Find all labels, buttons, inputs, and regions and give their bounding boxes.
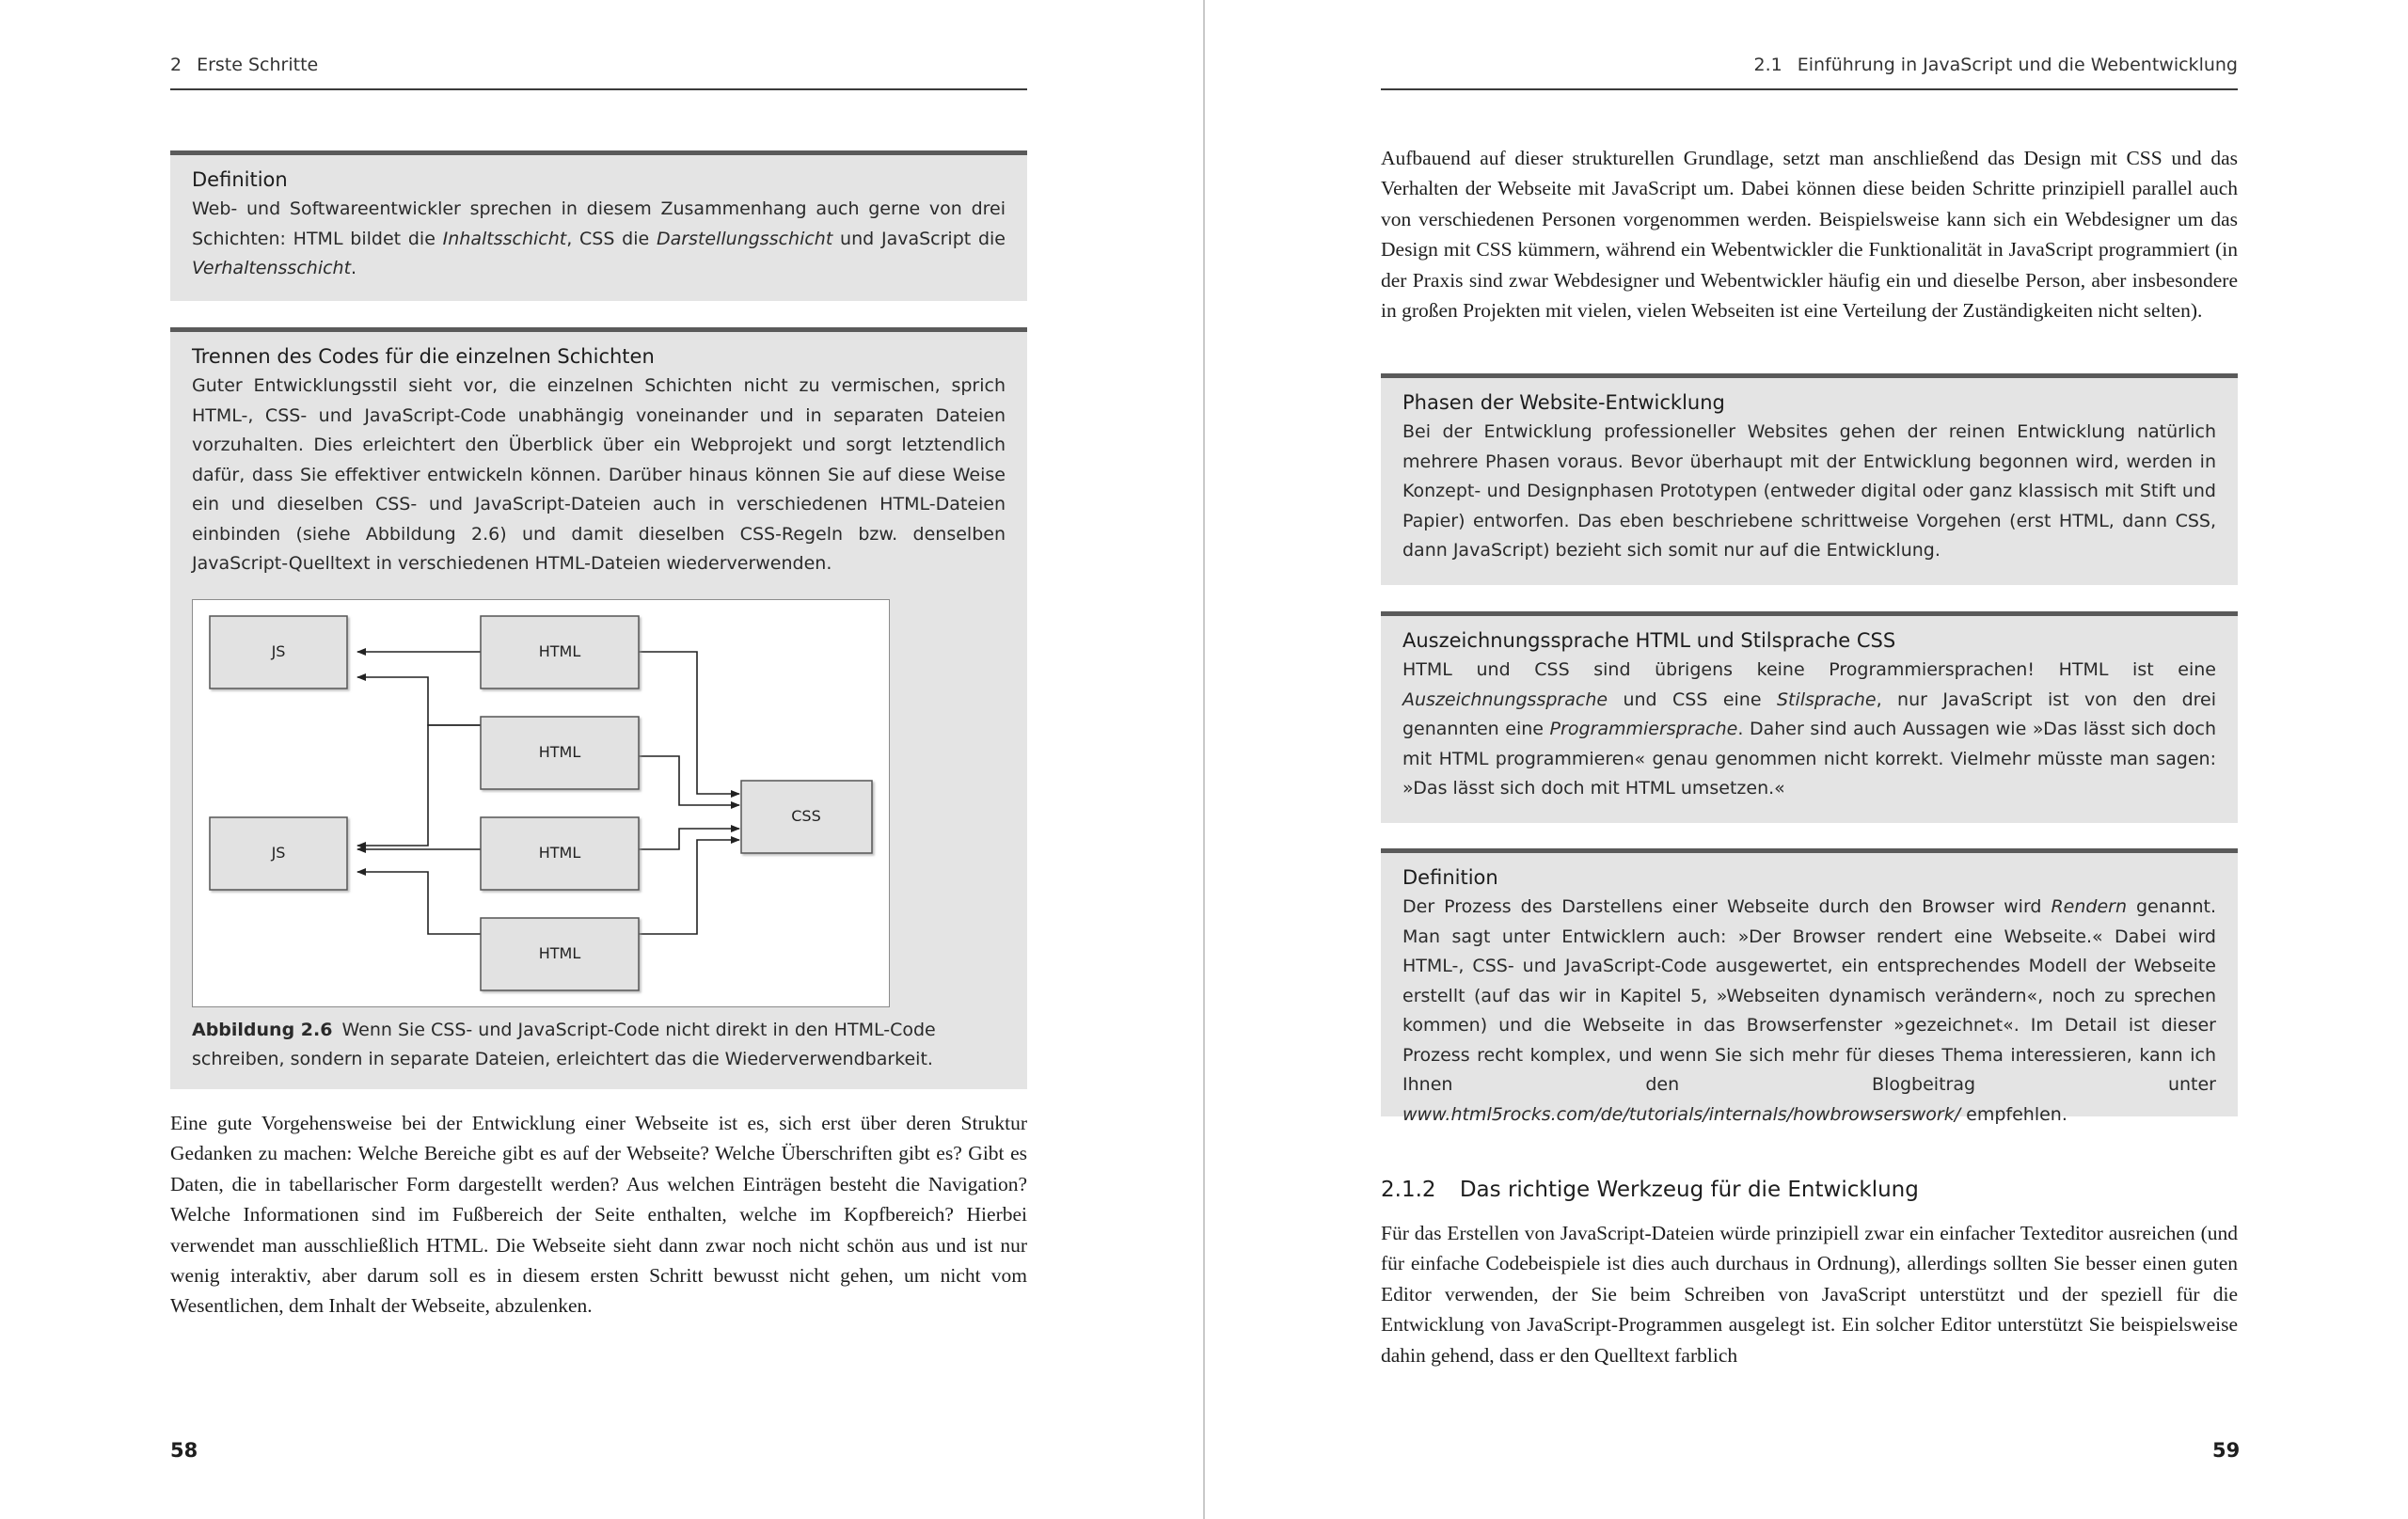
code-separation-box-text: Guter Entwicklungsstil sieht vor, die einzelnen Schichten nicht zu vermischen, sprich HTML-, CSS- und JavaScript-Code unabhängig voneinander und in separaten Dateien vorzuhalten. Dies erleichtert den Überblick über ein Webprojekt und sorgt letztendlich dafür, dass Sie effektiver entwickeln können. Darüber hinaus können Sie auf diese Weise ein und dieselben CSS- und JavaScript-Dateien auch in verschiedenen HTML-Dateien einbinden (siehe Abbildung 2.6) und damit dieselben CSS-Regeln bzw. denselben JavaScript-Quelltext in verschiedenen HTML-Dateien wiederverwenden. — [192, 375, 1006, 574]
phases-box-title: Phasen der Website-Entwicklung — [1402, 391, 1725, 414]
svg-text:HTML: HTML — [538, 944, 581, 962]
markup-language-box-text: HTML und CSS sind übrigens keine Programmiersprachen! HTML ist eine Auszeichnungssprache und CSS eine Stilsprache, nur JavaScript ist von den drei genannten eine Programmiersprache. Daher sind auch Aussagen wie »Das lässt sich doch mit HTML programmieren« genau genommen nicht korrekt. Vielmehr müsste man sagen: »Das lässt sich doch mit HTML umsetzen.« — [1402, 659, 2217, 799]
definition-box-text: Web- und Softwareentwickler sprechen in diesem Zusammenhang auch gerne von drei Schichten: HTML bildet die Inhaltsschicht, CSS die Darstellungsschicht und JavaScript die Verhaltensschicht. — [192, 198, 1006, 278]
book-spine — [1203, 0, 1205, 1519]
markup-language-box — [1381, 611, 2238, 823]
definition-box-right-title: Definition — [1402, 866, 1498, 889]
node-html-4 — [481, 918, 639, 990]
arrow-html2-css — [639, 756, 739, 805]
figure-diagram — [192, 599, 890, 1007]
right-body-paragraph-bottom: Für das Erstellen von JavaScript-Dateien würde prinzipiell zwar ein einfacher Texteditor ausreichen (und für einfache Codebeispiele ist dies auch durchaus in Ordnung), allerdings sollten Sie besser einen guten Editor verwenden, der Sie beim Schreiben von JavaScript unterstützt und der speziell für die Entwicklung von JavaScript-Programmen ausgelegt ist. Ein solcher Editor unterstützt Sie beispielsweise dahin gehend, dass er den Quelltext farblich — [1381, 1222, 2238, 1367]
definition-box-left — [170, 150, 1027, 301]
figure-caption-text: Wenn Sie CSS- und JavaScript-Code nicht direkt in den HTML-Code schreiben, sondern in separate Dateien, erleichtert das die Wiederverwendbarkeit. — [192, 1020, 936, 1069]
subsection-number: 2.1.2 — [1381, 1178, 1436, 1202]
arrow-html3-css — [639, 829, 739, 849]
subsection-title: Das richtige Werkzeug für die Entwicklung — [1459, 1178, 1919, 1202]
subsection-heading — [1381, 1178, 1919, 1202]
right-body-paragraph-top: Aufbauend auf dieser strukturellen Grundlage, setzt man anschließend das Design mit CSS und das Verhalten der Webseite mit JavaScript um. Dabei können diese beiden Schritte prinzipiell parallel auch von verschiedenen Personen vorgenommen werden. Beispielsweise kann sich ein Webdesigner um das Design mit CSS kümmern, während ein Webentwickler die Funktionalität in JavaScript programmiert (in der Praxis sind zwar Webdesigner und Webentwickler häufig ein und dieselbe Person, aber insbesondere in großen Projekten mit vielen, vielen Webseiten ist eine Verteilung der Zuständigkeiten nicht selten). — [1381, 147, 2238, 323]
node-css — [741, 781, 872, 853]
phases-box — [1381, 373, 2238, 585]
section-number: 2.1 — [1753, 55, 1782, 75]
node-html-1 — [481, 616, 639, 688]
svg-text:CSS: CSS — [791, 807, 821, 825]
phases-box-text: Bei der Entwicklung professioneller Websites gehen der reinen Entwicklung natürlich mehrere Phasen voraus. Bevor überhaupt mit der Entwicklung begonnen wird, werden in Konzept- und Designphasen Prototypen (entweder digital oder ganz klassisch mit Stift und Papier) entworfen. Das eben beschriebene schrittweise Vorgehen (erst HTML, dann CSS, dann JavaScript) bezieht sich somit nur auf die Entwicklung. — [1402, 421, 2216, 561]
right-running-head — [1381, 55, 2238, 90]
layer-diagram-svg — [193, 600, 891, 1008]
figure-caption-label: Abbildung 2.6 — [192, 1020, 333, 1040]
definition-box-title: Definition — [192, 168, 288, 191]
chapter-number: 2 — [170, 55, 182, 75]
section-title: Einführung in JavaScript und die Webentwicklung — [1797, 55, 2238, 75]
left-body-paragraph: Eine gute Vorgehensweise bei der Entwicklung einer Webseite ist es, sich erst über deren Struktur Gedanken zu machen: Welche Bereiche gibt es auf der Webseite? Welche Überschriften gibt es? Gibt es Daten, die in tabellarischer Form dargestellt werden? Aus welchen Einträgen besteht die Navigation? Welche Informationen sind im Fußbereich der Seite enthalten, welche im Kopfbereich? Hierbei verwendet man ausschließlich HTML. Die Webseite sieht dann zwar noch nicht schön aus und ist nur wenig interaktiv, aber darum soll es in diesem ersten Schritt bewusst nicht gehen, um nicht vom Wesentlichen, dem Inhalt der Webseite, abzulenken. — [170, 1112, 1027, 1318]
arrow-html2-js1 — [357, 677, 481, 725]
arrow-html4-js2 — [357, 872, 481, 934]
node-js-bottom — [210, 817, 347, 890]
svg-text:JS: JS — [271, 844, 286, 862]
code-separation-box-title: Trennen des Codes für die einzelnen Schichten — [192, 345, 655, 368]
diagram-nodes — [210, 616, 872, 990]
chapter-title: Erste Schritte — [197, 55, 319, 75]
definition-box-right — [1381, 848, 2238, 1125]
svg-text:HTML: HTML — [538, 743, 581, 761]
svg-text:HTML: HTML — [538, 642, 581, 660]
figure-caption — [192, 1016, 991, 1074]
svg-text:JS: JS — [271, 642, 286, 660]
arrow-html4-css — [639, 840, 739, 934]
blog-link: www.html5rocks.com/de/tutorials/internals/howbrowserswork/ — [1402, 1103, 1961, 1125]
page-number-left: 58 — [170, 1439, 198, 1462]
page-number-right: 59 — [2212, 1439, 2241, 1462]
definition-box-right-text: Der Prozess des Darstellens einer Webseite durch den Browser wird Rendern genannt. Man sagt unter Entwicklern auch: »Der Browser rendert eine Webseite.« Dabei wird HTML-, CSS- und JavaScript-Code ausgewertet, ein entsprechendes Modell der Webseite erstellt (auf das wir in Kapitel 5, »Webseiten dynamisch verändern«, noch zu sprechen kommen) und die Webseite in das Browserfenster »gezeichnet«. Im Detail ist dieser Prozess recht komplex, und wenn Sie sich mehr für dieses Thema interessieren, kann ich Ihnen den Blogbeitrag unter www.html5rocks.com/de/tutorials/internals/howbrowserswork/ empfehlen. — [1402, 896, 2216, 1125]
svg-text:HTML: HTML — [538, 844, 581, 862]
node-html-3 — [481, 817, 639, 890]
arrow-html2-js2 — [357, 725, 481, 846]
arrow-html1-css — [639, 652, 739, 794]
node-html-2 — [481, 717, 639, 789]
left-running-head — [170, 55, 1027, 90]
markup-language-box-title: Auszeichnungssprache HTML und Stilsprache CSS — [1402, 629, 1896, 652]
node-js-top — [210, 616, 347, 688]
